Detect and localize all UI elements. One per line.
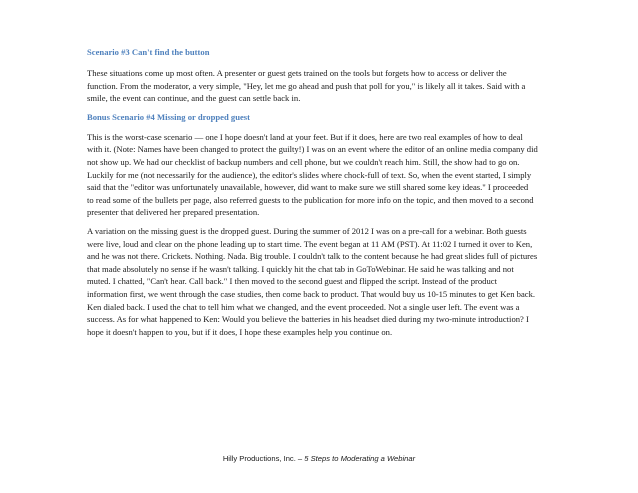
text-line: function. From the moderator, a very simple, "Hey, let me go ahead and push that poll for you," is likely all it takes. Said with a: [87, 80, 526, 91]
footer-company: Hilly Productions, Inc. –: [222, 454, 305, 463]
section-heading-scenario-3: Scenario #3 Can't find the button: [87, 47, 210, 57]
paragraph-missing-guest: [87, 131, 587, 219]
text-line: Ken dialed back. I used the chat to tell him what we changed, and the event proceeded. Not a single user left. The event was a: [87, 301, 520, 312]
text-line: success. As for what happened to Ken: Would you believe the batteries in his headset died during my two-minute introduction? I: [87, 314, 529, 325]
text-line: information first, we went through the case studies, then come back to product. That would buy us 10-15 minutes to get Ken back.: [87, 288, 536, 299]
text-line: to read some of the bullets per page, also referred guests to the publication for more info on the topic, and then moved to a second: [87, 194, 534, 205]
text-line: This is the worst-case scenario — one I hope doesn't land at your feet. But if it does, here are two real examples of how to deal: [87, 131, 523, 142]
paragraph-scenario-3: [87, 67, 587, 105]
text-line: with it. (Note: Names have been changed to protect the guilty!) I was on an event where the editor of an online media company did: [87, 144, 538, 155]
text-line: These situations come up most often. A presenter or guest gets trained on the tools but forgets how to access or deliver the: [87, 68, 507, 78]
paragraph-dropped-guest: [87, 225, 587, 338]
text-line: were live, loud and clear on the phone leading up to start time. The event began at 11 AM (PST). At 11:02 I turned it over to Ken,: [87, 238, 533, 249]
text-line: A variation on the missing guest is the dropped guest. During the summer of 2012 I was on a pre-call for a webinar. Both guests: [87, 225, 527, 236]
text-line: not show up. We had our checklist of backup numbers and cell phone, but we couldn't reach him. Still, the show had to go on.: [87, 156, 520, 167]
text-line: Luckily for me (not necessarily for the audience), the editor's slides where chock-full of text. So, when the event started, I simply: [87, 169, 532, 180]
text-line: and he was not there. Crickets. Nothing. Nada. Big trouble. I couldn't talk to the content because he had great slides full of pictures: [87, 251, 538, 262]
text-line: presenter that delivered her prepared presentation.: [87, 207, 260, 218]
page-footer: [0, 454, 638, 463]
footer-document-title: 5 Steps to Moderating a Webinar: [304, 454, 416, 463]
text-line: hope it doesn't happen to you, but if it does, I hope these examples help you continue on.: [87, 326, 393, 337]
text-line: said that the "editor was unfortunately unavailable, however, did want to make sure we still shared some key ideas." I proceeded: [87, 182, 529, 193]
section-heading-bonus-scenario-4: Bonus Scenario #4 Missing or dropped guest: [87, 111, 250, 122]
text-line: that made absolutely no sense if he wasn't talking. I quickly hit the chat tab in GoToWebinar. He said he was talking and not: [87, 263, 514, 274]
document-body: [87, 46, 587, 338]
text-line: smile, the event can continue, and the guest can settle back in.: [87, 93, 301, 104]
text-line: muted. I chatted, "Can't hear. Call back." I then moved to the second guest and flipped the script. Instead of the product: [87, 276, 497, 287]
